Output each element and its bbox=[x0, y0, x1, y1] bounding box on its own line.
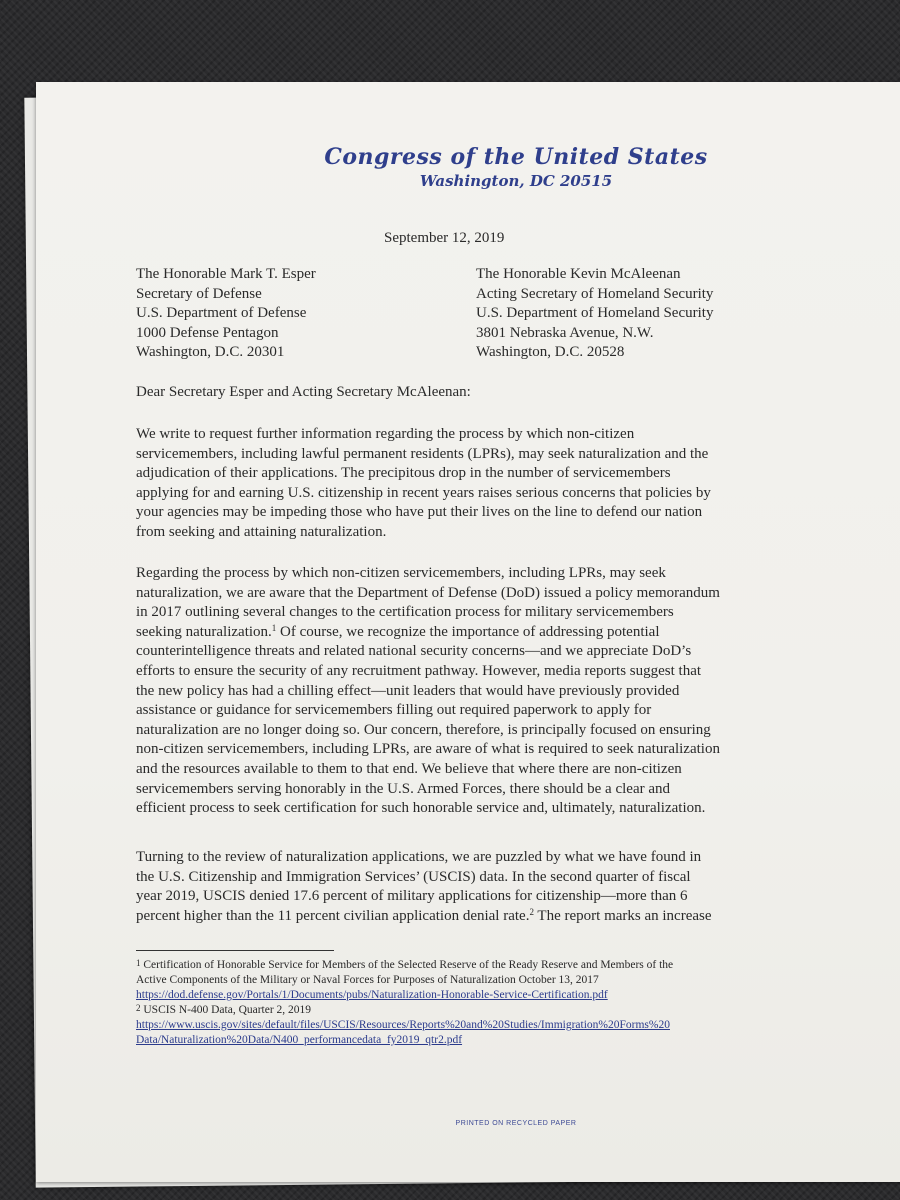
footnote-text: Certification of Honorable Service for Members of the Selected Reserve of the Ready Reserve and Members of the bbox=[140, 959, 674, 971]
recipient-left-line: Secretary of Defense bbox=[136, 285, 262, 302]
recipient-right-line: U.S. Department of Homeland Security bbox=[476, 305, 714, 321]
recipient-left-line: The Honorable Mark T. Esper bbox=[136, 266, 316, 282]
paragraph-line: adjudication of their applications. The precipitous drop in the number of servicemembers bbox=[136, 465, 671, 482]
paragraph-text: percent higher than the 11 percent civilian application denial rate. bbox=[136, 907, 530, 924]
footnote-2-link[interactable]: https://www.uscis.gov/sites/default/files/USCIS/Resources/Reports%20and%20Studies/Immigration%20Forms%20 bbox=[136, 1019, 670, 1031]
recipient-left bbox=[136, 265, 316, 363]
footnote-divider bbox=[136, 950, 334, 951]
footnotes bbox=[136, 958, 673, 1048]
recipient-left-line: U.S. Department of Defense bbox=[136, 305, 307, 321]
recipient-right-line: 3801 Nebraska Avenue, N.W. bbox=[476, 324, 654, 341]
paragraph-text: Of course, we recognize the importance of addressing potential bbox=[276, 623, 660, 640]
recipient-right bbox=[476, 265, 713, 363]
recipient-right-line: Acting Secretary of Homeland Security bbox=[476, 285, 714, 302]
letter-date: September 12, 2019 bbox=[384, 230, 505, 246]
recycled-paper-footer: PRINTED ON RECYCLED PAPER bbox=[455, 1120, 577, 1127]
paragraph-line: in 2017 outlining several changes to the certification process for military servicemembers bbox=[136, 604, 674, 621]
paragraph-line: non-citizen servicemembers, including LPRs, are aware of what is required to seek naturalization bbox=[136, 741, 720, 758]
paragraph-line: the U.S. Citizenship and Immigration Services’ (USCIS) data. In the second quarter of fiscal bbox=[136, 868, 691, 885]
paragraph-line: assistance or guidance for servicemembers filling out required paperwork to apply for bbox=[136, 702, 652, 719]
paragraph-line: applying for and earning U.S. citizenship in recent years raises serious concerns that policies by bbox=[136, 484, 711, 501]
footnote-number: 1 bbox=[136, 958, 141, 968]
letterhead-title: Congress of the United States bbox=[324, 144, 708, 170]
paragraph-line: servicemembers, including lawful permanent residents (LPRs), may seek naturalization and the bbox=[136, 445, 709, 462]
paragraph-line bbox=[136, 907, 896, 927]
paragraph-line: and the resources available to them to that end. We believe that where there are non-citizen bbox=[136, 760, 682, 777]
footnote-ref-2: 2 bbox=[529, 906, 534, 917]
footnote-number: 2 bbox=[136, 1003, 141, 1013]
paragraph-line: naturalization are no longer doing so. Our concern, therefore, is principally focused on ensuring bbox=[136, 721, 711, 738]
paragraph-line: efforts to ensure the security of any recruitment pathway. However, media reports suggest that bbox=[136, 662, 702, 679]
footnote-1-line: Active Components of the Military or Naval Forces for Purposes of Naturalization October 13, 2017 bbox=[136, 974, 599, 986]
paragraph-1 bbox=[136, 425, 896, 543]
paragraph-text: The report marks an increase bbox=[533, 907, 712, 924]
paragraph-line: servicemembers serving honorably in the U.S. Armed Forces, there should be a clear and bbox=[136, 780, 671, 797]
footnote-2-line bbox=[136, 1003, 673, 1018]
footnote-1-link[interactable]: https://dod.defense.gov/Portals/1/Documents/pubs/Naturalization-Honorable-Service-Certification.pdf bbox=[136, 989, 608, 1001]
recipient-left-line: 1000 Defense Pentagon bbox=[136, 324, 279, 341]
footnote-1-line bbox=[136, 958, 673, 973]
paragraph-line: naturalization, we are aware that the Department of Defense (DoD) issued a policy memorandum bbox=[136, 584, 720, 601]
paragraph-line: from seeking and attaining naturalization. bbox=[136, 523, 387, 540]
paragraph-line: the new policy has had a chilling effect—unit leaders that would have previously provided bbox=[136, 682, 680, 699]
letterhead-address: Washington, DC 20515 bbox=[419, 172, 613, 190]
paragraph-3 bbox=[136, 848, 896, 926]
letter-page bbox=[36, 82, 900, 1182]
paragraph-text: seeking naturalization. bbox=[136, 623, 272, 640]
paragraph-line: counterintelligence threats and related national security concerns—and we appreciate DoD’s bbox=[136, 643, 692, 660]
paragraph-line: year 2019, USCIS denied 17.6 percent of military applications for citizenship—more than 6 bbox=[136, 888, 688, 905]
paragraph-2 bbox=[136, 564, 896, 819]
recipient-right-line: Washington, D.C. 20528 bbox=[476, 344, 625, 360]
recipient-left-line: Washington, D.C. 20301 bbox=[136, 344, 285, 360]
recipient-right-line: The Honorable Kevin McAleenan bbox=[476, 266, 681, 282]
paragraph-line: Regarding the process by which non-citizen servicemembers, including LPRs, may seek bbox=[136, 565, 666, 581]
paragraph-line: Turning to the review of naturalization applications, we are puzzled by what we have found in bbox=[136, 849, 702, 865]
paragraph-line: We write to request further information regarding the process by which non-citizen bbox=[136, 426, 635, 442]
footnote-ref-1: 1 bbox=[271, 622, 277, 633]
footnote-2-link[interactable]: Data/Naturalization%20Data/N400_performancedata_fy2019_qtr2.pdf bbox=[136, 1034, 463, 1046]
paragraph-line bbox=[136, 623, 896, 643]
paragraph-line: your agencies may be impeding those who have put their lives on the line to defend our nation bbox=[136, 504, 703, 521]
footnote-text: USCIS N-400 Data, Quarter 2, 2019 bbox=[140, 1004, 312, 1016]
paragraph-line: efficient process to seek certification for such honorable service and, ultimately, naturalization. bbox=[136, 800, 706, 817]
salutation: Dear Secretary Esper and Acting Secretary McAleenan: bbox=[136, 384, 471, 400]
